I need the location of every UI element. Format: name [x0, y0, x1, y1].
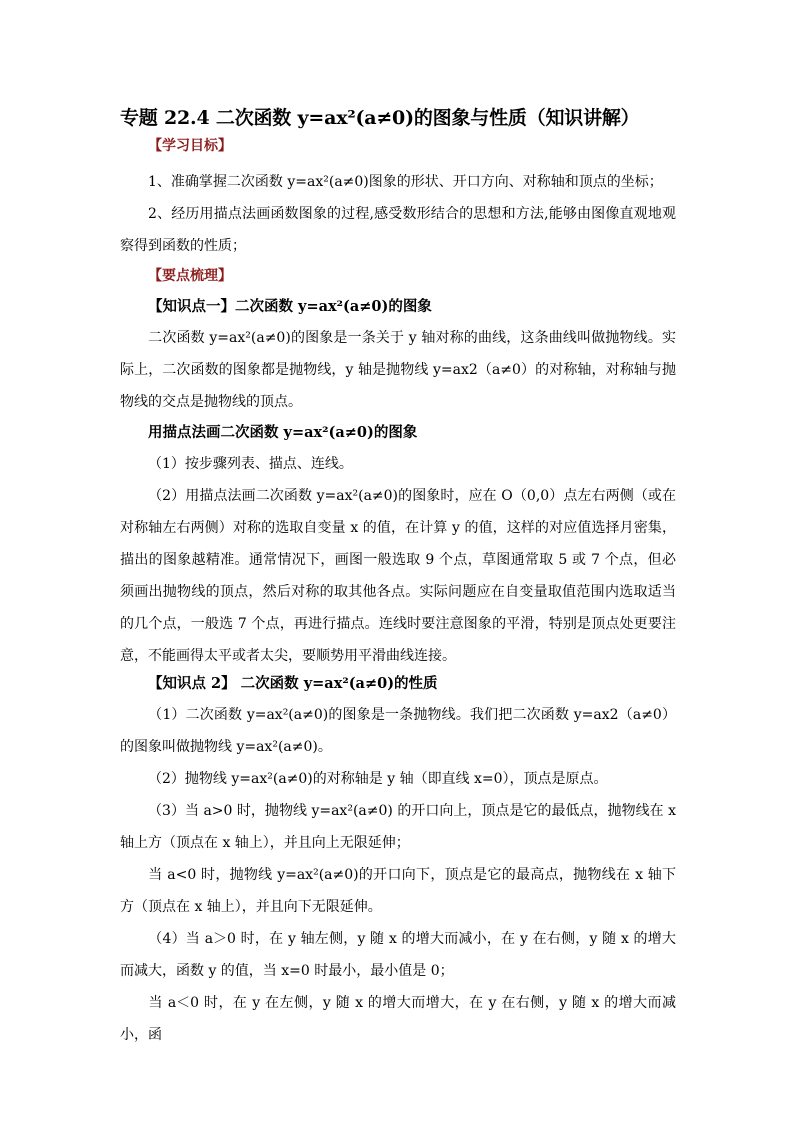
learning-goals-tag: 【学习目标】: [148, 138, 232, 154]
property-2-text: （2）抛物线 y=ax²(a≠0)的对称轴是 y 轴（即直线 x=0），顶点是原点。: [148, 771, 608, 787]
key-points-tag: 【要点梳理】: [148, 268, 232, 284]
goal-item-1: [120, 166, 676, 198]
property-4-text: （4）当 a＞0 时，在 y 轴左侧，y 随 x 的增大而减小，在 y 在右侧，y 随 x 的增大而减大，函数 y 的值，当 x=0 时最小，最小值是 0；: [120, 931, 676, 979]
property-1-text: （1）二次函数 y=ax²(a≠0)的图象是一条抛物线。我们把二次函数 y=ax2（a≠0）的图象叫做抛物线 y=ax²(a≠0)。: [120, 707, 676, 755]
plotting-step-2-text: （2）用描点法画二次函数 y=ax²(a≠0)的图象时，应在 O（0,0）点左右两侧（或在对称轴左右两侧）对称的选取自变量 x 的值，在计算 y 的值，这样的对应值选择月密集，描出的图象越精准。通常情况下，画图一般选取 9 个点，草图通常取 5 或 7 个点，但必须画出抛物线的顶点，然后对称的取其他各点。实际问题应在自变量取值范围内选取适当的几个点，一般选 7 个点，再进行描点。连线时要注意图象的平滑，特别是顶点处更要注意，不能画得太平或者太尖，要顺势用平滑曲线连接。: [120, 488, 676, 664]
property-4: [120, 923, 676, 987]
property-3-continued: [120, 859, 676, 923]
knowledge-point-1-text: [120, 322, 676, 418]
property-3-continued-text: 当 a<0 时，抛物线 y=ax²(a≠0)的开口向下，顶点是它的最高点，抛物线在 x 轴下方（顶点在 x 轴上），并且向下无限延伸。: [120, 867, 676, 915]
property-3-text: （3）当 a>0 时，抛物线 y=ax²(a≠0) 的开口向上，顶点是它的最低点，抛物线在 x 轴上方（顶点在 x 轴上），并且向上无限延伸；: [120, 803, 676, 851]
property-2: [120, 763, 676, 795]
knowledge-point-2-heading: 【知识点 2】 二次函数 y=ax²(a≠0)的性质: [148, 675, 438, 692]
goal-item-2: [120, 198, 676, 262]
knowledge-point-1-heading: 【知识点一】二次函数 y=ax²(a≠0)的图象: [148, 298, 432, 315]
page-title: 专题 22.4 二次函数 y=ax²(a≠0)的图象与性质（知识讲解）: [120, 107, 640, 129]
property-3: [120, 795, 676, 859]
plotting-step-2: [120, 480, 676, 672]
property-4-continued-text: 当 a＜0 时，在 y 在左侧，y 随 x 的增大而增大，在 y 在右侧，y 随 x 的增大而减小，函: [120, 995, 676, 1043]
property-1: [120, 699, 676, 763]
goal-item-2-text: 2、经历用描点法画函数图象的过程,感受数形结合的思想和方法,能够由图像直观地观察得到函数的性质；: [120, 206, 676, 254]
plotting-method-heading: 用描点法画二次函数 y=ax²(a≠0)的图象: [148, 424, 418, 441]
property-4-continued: [120, 987, 676, 1051]
plotting-step-1: [120, 448, 676, 480]
plotting-step-1-text: （1）按步骤列表、描点、连线。: [148, 456, 353, 472]
knowledge-point-1-body: 二次函数 y=ax²(a≠0)的图象是一条关于 y 轴对称的曲线，这条曲线叫做抛物线。实际上，二次函数的图象都是抛物线，y 轴是抛物线 y=ax2（a≠0）的对称轴，对称轴与抛物线的交点是抛物线的顶点。: [120, 330, 676, 410]
goal-item-1-text: 1、准确掌握二次函数 y=ax²(a≠0)图象的形状、开口方向、对称轴和顶点的坐标；: [148, 174, 663, 190]
